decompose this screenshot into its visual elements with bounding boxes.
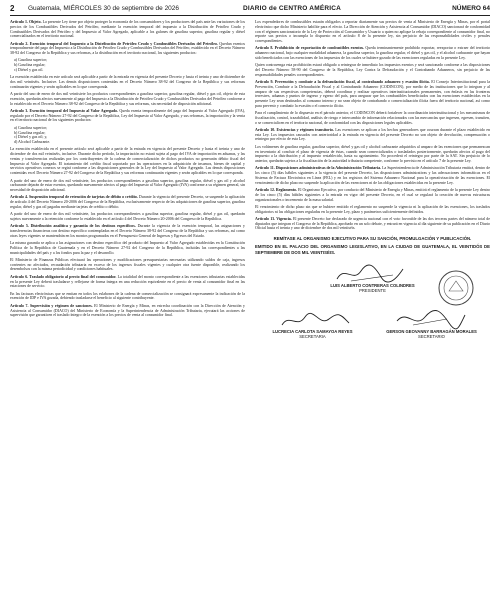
article-paragraph [255, 166, 490, 185]
header-date: Guatemala, MIÉRCOLES 30 de septiembre de 2026 [28, 5, 180, 12]
article-title: Artículo 13. Vigencia. [255, 215, 292, 221]
article-text: Quedan exentos temporalmente del pago del Impuesto a la Distribución de Petróleo Crudo y Combustibles Derivados del Petróleo, establecido en el Decreto Número 38-92 del Congreso de la República y sus reformas, a la distribución en el territorio nacional, los siguientes productos: [10, 40, 245, 56]
article-text: El Ministerio de Energía y Minas, en estrecha coordinación con la Dirección de Atención y Asistencia al Consumidor (DIACO) del Ministerio de Economía y la Superintendencia de Administración Tributaria, ejecutará las acciones de supervisión que garanticen el traslado íntegro de la exención a los precios de venta al consumidor final. [10, 302, 246, 318]
issue-number: NÚMERO 64 [452, 5, 490, 12]
article-paragraph [10, 275, 245, 289]
article-text: A partir del uno de enero de dos mil veintisiete, los productos correspondientes a gasolina superior, gasolina regular, diésel y gas oil, quedarán sujetos nuevamente a la retención conforme lo establecido en el artículo 4 del Decreto Número 20-2006 del Congreso de la República. [10, 211, 245, 221]
president-signature [333, 263, 413, 285]
article-text: La Superintendencia de Administración Tributaria emitirá, dentro de los cinco (5) días hábiles siguientes a la vigencia del presente Decreto, las disposiciones administrativas y las adecuaciones informáticas en el Sistema de Factura Electrónica en Línea (FEL) y en los registros del Sistema Aduanero Nacional para la operativización de las exenciones. El vencimiento de dicho plazo no suspende la aplicación de las exenciones ni de las obligaciones establecidas en la presente Ley. [255, 165, 490, 185]
article-text: Queda terminantemente prohibido exportar, reexportar o extraer del territorio aduanero nacional, bajo cualquier modalidad aduanera, la gasolina superior, la gasolina regular, el diésel y gas oil, y el alcohol carburante que hayan sido beneficiados con las exenciones de los impuestos de los cuales se hubiere gozado de las exenciones reguladas en la presente Ley. [255, 45, 490, 60]
article-title: Artículo 3. Exención temporal del Impuesto al Valor Agregado. [10, 107, 119, 113]
article-title: Artículo 1. Objeto. [10, 19, 42, 24]
article-text: A partir del uno de enero de dos mil veintisiete los productos correspondientes a gasolina superior, gasolina regular, diésel y gas oil, objeto de esta exención, quedarán afectos nuevamente al pago del Impuesto a la Distribución de Petróleo Crudo y Combustibles Derivados del Petróleo conforme a lo establecido en el Decreto Número 38-92 del Congreso de la República y sus reformas, sin necesidad de disposición adicional. [10, 91, 245, 106]
article-text: En las facturas electrónicas que se emitan en todos los eslabones de la cadena de comercialización se consignará expresamente la indicación de la exención de IDP e IVA gozada, debiendo trasladarse el beneficio al siguiente contribuyente. [10, 290, 245, 301]
article-text: Quien contravenga esta prohibición estará obligado a reintegrar de inmediato los impuestos exentos y será sancionado conforme a las disposiciones del Decreto Número 58-90 del Congreso de la República, Ley Contra la Defraudación y el Contrabando Aduaneros, sin perjuicio de las responsabilidades penales correspondientes. [255, 62, 490, 77]
article-title: Artículo 5. Distribución analítica y garantía de los destinos específicos. [10, 223, 136, 229]
article-paragraph [10, 195, 245, 209]
article-title: Artículo 2. Exención temporal del Impuesto a la Distribución de Petróleo Crudo y Combustibles Derivados del Petróleo. [10, 40, 218, 46]
article-paragraph [255, 46, 490, 60]
article-paragraph [255, 128, 490, 142]
article-text: La totalidad del monto correspondiente a las exenciones tributarias establecidas en la presente Ley deberá trasladarse y reflejarse de forma íntegra en una reducción equivalente en el precio de venta al consumidor final en las estaciones de servicio. [10, 273, 245, 289]
article-text: Durante la vigencia del presente Decreto, se suspende la aplicación de artículo 4 del Decreto Número 20-2006 del Congreso de la República, exclusivamente respecto de las adquisiciones de gasolina superior, gasolina regular, diésel y gas oil pagadas mediante tarjetas de crédito o débito. [10, 194, 246, 209]
page-number: 2 [10, 4, 15, 13]
article-text: La exención establecida en el presente artículo será aplicable a partir de la entrada en vigencia del presente Decreto y hasta el treinta y uno de diciembre de dos mil veintiséis, inclusive. Durante dicho período, la importación no estará sujeta al pago del IVA de importación en aduanas, y las ventas y transferencias realizadas por los contribuyentes de la cadena de comercialización de dichos productos no generarán débito fiscal del Impuesto al Valor Agregado. El tratamiento del crédito fiscal soportado por las operaciones en la adquisición de insumos, bienes de capital y servicios operativos conexos se regirá conforme a las disposiciones generales de la Ley del Impuesto al Valor Agregado. Las demás disposiciones contenidas en el Decreto Número 27-92 del Congreso de la República y sus reformas continuarán vigentes y serán aplicables en lo que corresponda. [10, 146, 245, 176]
body-paragraph [255, 111, 490, 125]
article-paragraph [255, 188, 490, 202]
article-paragraph [10, 20, 245, 39]
body-paragraph [255, 63, 490, 77]
secretary-right-signature [393, 309, 468, 331]
body-paragraph [255, 145, 490, 164]
article-text: El Ministerio de Finanzas Públicas efectuará las operaciones y modificaciones presupuestarias necesarias utilizando saldos de caja, ingresos corrientes no afectados, recaudación tributaria en exceso de los ingresos fiscales vigentes y cualquier otra fuente disponible, realizando los desembolsos con la misma periodicidad y condiciones habituales. [10, 256, 245, 272]
body-paragraph [10, 179, 245, 193]
article-text: A partir del uno de enero de dos mil veintisiete, los productos correspondientes a gasolina superior, gasolina regular, diésel y gas oil y alcohol carburante dejarán de estar exentos, quedando nuevamente afectos al pago del Impuesto al Valor Agregado (IVA) conforme a su régimen general, sin necesidad de disposición adicional. [10, 177, 245, 192]
secretary-right-name: GERSON GEOVANNY BARRAGÁN MORALES [386, 328, 477, 334]
body-paragraph [10, 75, 245, 89]
article-text: La presente Ley tiene por objeto proteger la economía de los consumidores y los productores del país ante las variaciones de los precios de los Combustibles Derivados del Petróleo, mediante la exención temporal del impuesto a la Distribución de Petróleo Crudo y Combustibles Derivados del Petróleo y del Impuesto al Valor Agregado, aplicable a los galones de gasolina superior, gasolina regular y diésel comercializados en el territorio nacional. [10, 19, 245, 39]
article-title: Artículo 7. Supervisión y régimen de sanciones. [10, 302, 93, 308]
product-list-item: c) Diésel y gas oil. [14, 66, 44, 72]
article-paragraph [10, 109, 245, 123]
article-paragraph [255, 217, 490, 231]
president-role: PRESIDENTE [359, 287, 386, 293]
article-text: Los volúmenes de gasolina regular, gasolina superior, diésel y gas oil y alcohol carburante adquiridos al amparo de las exenciones que permanezcan en inventario al concluir el plazo de vigencia de éstas, cuando sean comercializados o trasladados posteriormente, quedarán afectos al pago del impuesto a la distribución y al impuesto restablecido, hasta su agotamiento. No procederá el reintegro por parte de la SAT. Sin perjuicio de lo anterior, quedarán sujetos a la fiscalización de la autoridad tributaria competente, conforme lo previsto en el artículo 7 de la presente Ley. [255, 143, 490, 164]
article-paragraph [10, 224, 245, 238]
product-list-item: d) Alcohol Carburante. [14, 139, 51, 145]
article-title: Artículo 12. Reglamento. [255, 187, 298, 192]
body-paragraph [255, 20, 490, 44]
article-text: Los expendedores de combustibles estarán obligados a reportar diariamente sus precios de venta al Ministerio de Energía y Minas, por el portal electrónico que dicho Ministerio habilite para el efecto. La Dirección de Atención y Asistencia al Consumidor (DIACO) sancionará de conformidad con el régimen sancionatorio de la Ley de Protección al Consumidor y Usuario a quien no aplique la rebaja correspondiente al consumidor final, no reporte sus precios o incumpla lo dispuesto en el artículo 8 de la presente ley, sin perjuicio de las responsabilidades civiles y penales correspondientes. [255, 19, 490, 43]
signature-block [255, 263, 490, 383]
article-title: Artículo 8. Prohibición de exportación de combustibles exentos. [255, 45, 365, 51]
remit-statement: REMÍTASE AL ORGANISMO EJECUTIVO PARA SU SANCIÓN, PROMULGACIÓN Y PUBLICACIÓN. [273, 236, 472, 242]
article-text: Queda exenta temporalmente del pago del Impuesto al Valor Agregado (IVA), regulado por el Decreto Número 27-92 del Congreso de la República, Ley del Impuesto al Valor Agregado, y sus reformas, la importación y la venta en el territorio nacional de los siguientes productos: [10, 107, 245, 123]
secretary-right-role: SECRETARIO [418, 333, 445, 339]
article-columns [10, 20, 490, 383]
article-title: Artículo 9. Prevención y combate a la defraudación fiscal, al contrabando aduanero y evasión ilícita. [255, 79, 430, 85]
article-text: La misma garantía se aplica a las asignaciones con destino específico del producto del Impuesto al Valor Agregado establecidas en la Constitución Política de la República de Guatemala y en el Decreto Número 27-92 del Congreso de la República, incluidas las correspondientes a las municipalidades del país y a los fondos para la paz y el desarrollo. [10, 240, 245, 255]
article-text: El vencimiento de dicho plazo sin que se hubiere emitido el reglamento no suspende la vigencia ni la aplicación de las exenciones, los traslados obligatorios ni las obligaciones reguladas en la presente Ley, plazo y parámetros suficientemente definidos. [255, 203, 490, 214]
secretary-left-name: LUCRECIA CARLOTA SAMAYOA REYES [272, 328, 353, 334]
product-list-item: b) Gasolina regular; [14, 62, 46, 68]
emitido-statement: EMITIDO EN EL PALACIO DEL ORGANISMO LEGISLATIVO, EN LA CIUDAD DE GUATEMALA, EL VEINTIDÓS DE SEPTIEMBRE DE DOS MIL VEINTISÉIS. [255, 244, 490, 255]
congress-seal [437, 269, 475, 307]
body-paragraph [10, 147, 245, 176]
secretary-right-block [373, 329, 490, 339]
article-paragraph [10, 42, 245, 56]
article-text: El presente Decreto fue declarado de urgencia nacional con el voto favorable de las dos terceras partes del número total de diputados que integran el Congreso de la República, aprobado en un solo debate, y entrará en vigencia al día siguiente de su publicación en el Diario Oficial hasta el treinta y uno de diciembre de dos mil veintiséis. [255, 215, 491, 231]
product-list-item: a) Gasolina superior; [14, 57, 48, 63]
product-list-item: a) Gasolina superior; [14, 124, 48, 130]
product-list [14, 58, 245, 72]
body-paragraph [255, 205, 490, 215]
article-title: Artículo 6. Traslado obligatorio al precio final del consumidor. [10, 273, 117, 279]
secretary-left-role: SECRETARIA [299, 333, 326, 339]
article-title: Artículo 11. Disposiciones administrativas de la Administración Tributaria. [255, 165, 382, 171]
product-list-item: b) Gasolina regular; [14, 129, 46, 135]
article-paragraph [255, 80, 490, 109]
left-column [10, 20, 245, 383]
president-name: LUIS ALBERTO CONTRERAS COLINDRES [330, 282, 415, 288]
product-list [14, 126, 245, 145]
article-title: Artículo 4. Suspensión temporal de retención de tarjetas de débito o crédito. [10, 194, 138, 200]
article-title: Artículo 10. Existencias y régimen transitorio. [255, 126, 334, 132]
body-paragraph [10, 92, 245, 106]
page-header [10, 2, 490, 16]
article-text: La exención establecida en este artículo será aplicable a partir de la entrada en vigencia del presente Decreto y hasta el treinta y uno de diciembre de dos mil veintiséis. Inclusive. Las demás disposiciones contenidas en el Decreto Número 38-92 del Congreso de la República y sus reformas continuarán vigentes y serán aplicables en lo que corresponda. [10, 74, 245, 89]
body-paragraph [10, 212, 245, 222]
article-paragraph [10, 304, 245, 318]
president-signature-block [295, 283, 450, 293]
article-text: El Organismo Ejecutivo, por conducto del Ministerio de Energía y Minas, emitirá el reglamento de la presente Ley dentro de los cinco (5) días hábiles siguientes a la entrada en vigor del presente Decreto, en el cual se regulará la creación de nuevas estructuras organizacionales o incremento de la masa salarial. [255, 187, 490, 202]
article-text: El Consejo Interinstitucional para la Prevención, Combate a la Defraudación Fiscal y al Contrabando Aduanero (CODINCON), por medio de las instituciones que lo integran y al amparo de sus respectivas competencias, deberá coordinar y realizar operativos interinstitucionales permanentes, con énfasis en las fronteras terrestres, aduanas y puntos de ingreso y egreso del país, para asegurar que los combustibles beneficiados con las exenciones establecidas en la presente Ley sean destinados al consumo interno y no sean objeto de contrabando o comercialización ilícita fuera del territorio nacional, así como para prevenir y combatir la evasión o el comercio ilícito. [255, 79, 490, 108]
body-paragraph [10, 241, 245, 255]
newspaper-name: DIARIO de CENTRO AMÉRICA [242, 5, 342, 12]
body-paragraph [10, 258, 245, 272]
article-text: Durante la vigencia de la exención temporal, las asignaciones y transferencias financieras con destino específico contempladas en el Decreto Número 38-92 del Congreso de la República y sus reformas, así como otras leyes vigentes se mantendrán en los montos programados en el Presupuesto General de Ingresos y Egresos del Estado. [10, 223, 246, 238]
secretary-left-block [255, 329, 370, 339]
article-text: Las exenciones se aplican a los hechos generadores que ocurran durante el plazo establecido en esta Ley. Los impuestos causados con anterioridad a la entrada en vigencia del presente Decreto no son objeto de devolución, compensación o reintegro por efecto de esta Ley. [255, 126, 490, 142]
body-paragraph [10, 292, 245, 302]
article-text: Para el cumplimiento de lo dispuesto en el párrafo anterior, el CODINCON deberá fortalecer la coordinación interinstitucional y los mecanismos de fiscalización, control, trazabilidad, análisis de riesgo e intercambio de información relacionados con las mercancías que ingresen, egresen, transiten, o se comercialicen en el territorio nacional, de conformidad con las disposiciones legales aplicables. [255, 110, 490, 125]
secretary-left-signature [279, 311, 354, 331]
product-list-item: c) Diésel y gas oil; y, [14, 134, 48, 140]
right-column [255, 20, 490, 383]
